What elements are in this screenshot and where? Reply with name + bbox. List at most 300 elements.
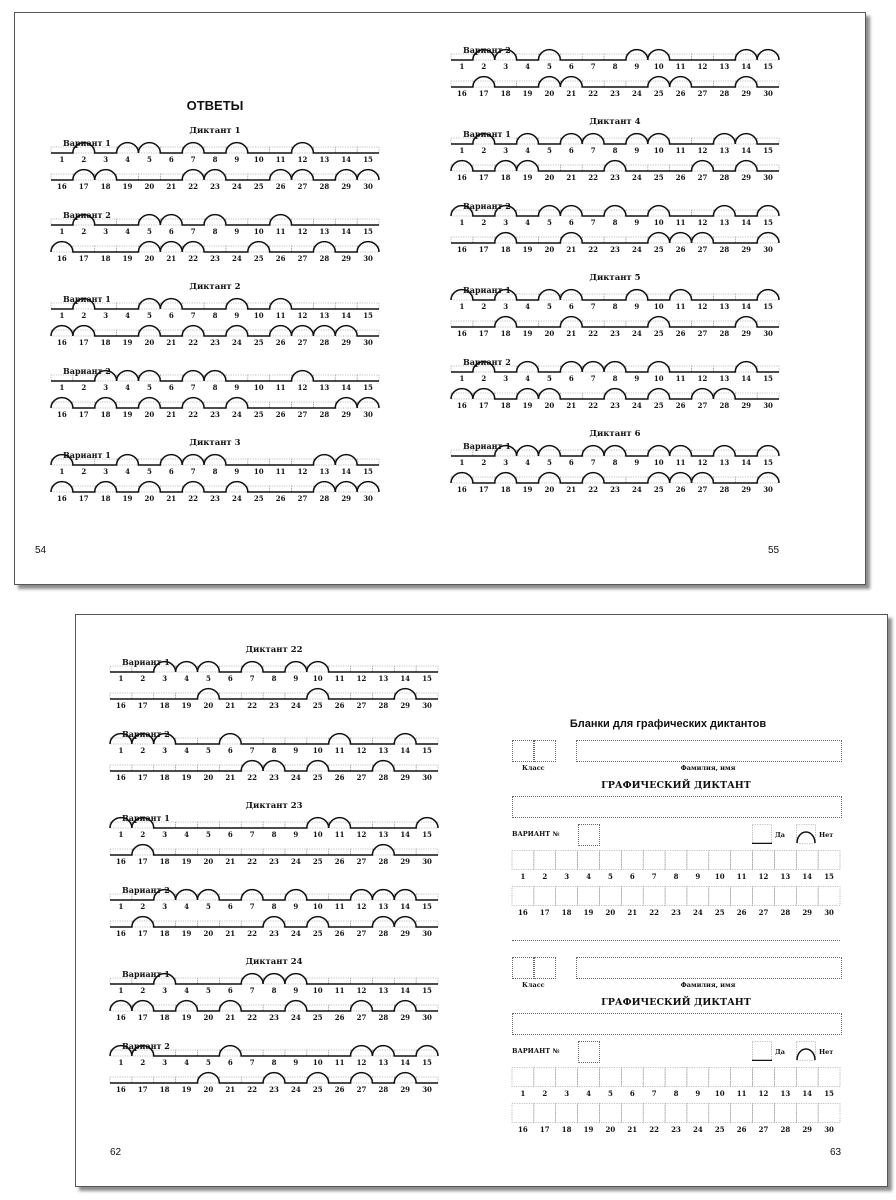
cell-number-text: 10 (714, 872, 725, 881)
cell-number-text: 1 (59, 155, 65, 164)
cell-number-text: 4 (184, 746, 189, 755)
cell-number-text: 1 (118, 902, 124, 911)
cell-number-text: 29 (400, 701, 411, 710)
blank-cell[interactable] (665, 851, 687, 870)
cell-number-text: 18 (159, 701, 170, 710)
cell-number-text: 29 (400, 1085, 411, 1094)
cell-number-text: 19 (522, 329, 533, 338)
grid-cell (132, 765, 154, 771)
cell-number-text: 9 (634, 302, 640, 311)
grid-cell (351, 666, 373, 672)
grid-cell (416, 738, 438, 744)
cell-number-text: 20 (203, 773, 214, 782)
cell-number-text: 26 (675, 329, 686, 338)
grid-cell (95, 330, 117, 336)
class-letter-box[interactable] (534, 957, 556, 979)
grid-cell (757, 477, 779, 483)
blank-cell[interactable] (556, 887, 578, 906)
cell-number-text: 22 (588, 401, 598, 410)
blank-grid-cells[interactable] (512, 850, 840, 870)
answer-line (51, 299, 379, 309)
cell-number-text: 3 (162, 830, 168, 839)
class-number-box[interactable] (512, 957, 534, 979)
grid-cell (626, 237, 648, 243)
cell-number-text: 15 (422, 902, 432, 911)
blank-cell[interactable] (665, 1068, 687, 1087)
blank-cell[interactable] (731, 851, 753, 870)
blank-cell[interactable] (512, 1068, 534, 1087)
answer-line (451, 362, 779, 372)
blank-cell[interactable] (512, 1104, 534, 1123)
grid-cell (307, 978, 329, 984)
grid-cell (626, 294, 648, 300)
grid-cell (138, 486, 160, 492)
no-label: Нет (819, 1048, 834, 1056)
grid-cell (117, 174, 139, 180)
grid-cell (307, 765, 329, 771)
answer-title-field[interactable] (512, 796, 842, 818)
cell-number-text: 3 (162, 986, 168, 995)
grid-cell (582, 210, 604, 216)
cell-number-text: 22 (588, 329, 598, 338)
cell-number-text: 19 (181, 773, 192, 782)
cell-number-text: 6 (227, 1058, 233, 1067)
grid-cell (117, 246, 139, 252)
answer-line (110, 845, 438, 855)
blank-cell[interactable] (665, 887, 687, 906)
cell-number-text: 5 (546, 218, 552, 227)
cell-number-text: 19 (122, 182, 133, 191)
grid-cell (95, 459, 117, 465)
answers-spread-pages-54-55 (14, 12, 866, 585)
blank-cell[interactable] (578, 1068, 600, 1087)
grid-cell (451, 450, 473, 456)
cell-number-text: 26 (675, 401, 686, 410)
grid-cell (538, 366, 560, 372)
blank-cell[interactable] (512, 887, 534, 906)
blank-cell[interactable] (556, 851, 578, 870)
cell-number-text: 22 (247, 773, 257, 782)
blank-cell[interactable] (643, 1104, 665, 1123)
grid-cell (394, 765, 416, 771)
blank-grid-cells[interactable] (512, 1103, 840, 1123)
grid-cell (73, 219, 95, 225)
cell-number-text: 15 (363, 227, 373, 236)
grid-cell (154, 849, 176, 855)
cell-number-text: 18 (500, 485, 511, 494)
blank-cell[interactable] (796, 887, 818, 906)
grid-cell (495, 393, 517, 399)
cell-number-text: 26 (275, 494, 286, 503)
cell-number-text: 27 (697, 329, 708, 338)
blank-cell[interactable] (731, 887, 753, 906)
grid-cell (670, 210, 692, 216)
cell-number-text: 30 (363, 338, 373, 347)
cell-number-text: 7 (590, 62, 596, 71)
cell-number-text: 30 (422, 929, 432, 938)
cell-number-text: 24 (692, 908, 703, 917)
cell-number-text: 23 (210, 494, 220, 503)
grid-cell (416, 1050, 438, 1056)
grid-cell (307, 921, 329, 927)
grid-cell (110, 921, 132, 927)
variant-label: Вариант 2 (63, 366, 111, 376)
blank-cell[interactable] (709, 887, 731, 906)
grid-cell (182, 402, 204, 408)
grid-cell (451, 81, 473, 87)
blank-cell[interactable] (556, 1104, 578, 1123)
grid-cell (204, 375, 226, 381)
cell-number-text: 26 (334, 701, 345, 710)
grid-cell (313, 330, 335, 336)
grid-cell (335, 330, 357, 336)
grid-cell (241, 693, 263, 699)
grid-cell (372, 693, 394, 699)
blank-cell[interactable] (687, 851, 709, 870)
blank-cell[interactable] (753, 851, 775, 870)
cell-number-text: 29 (400, 773, 411, 782)
variant-number-box[interactable] (578, 824, 600, 846)
variant-label: Вариант 1 (463, 129, 511, 139)
blank-cell[interactable] (512, 851, 534, 870)
grid-cell (604, 450, 626, 456)
grid-cell (692, 450, 714, 456)
grid-cell (197, 1077, 219, 1083)
grid-cell (517, 210, 539, 216)
cell-number-text: 1 (118, 1058, 124, 1067)
grid-cell (416, 666, 438, 672)
cell-number-text: 30 (422, 1085, 432, 1094)
cell-number-text: 11 (275, 311, 286, 320)
blank-cell[interactable] (599, 851, 621, 870)
grid-cell (735, 393, 757, 399)
blank-cell[interactable] (709, 1068, 731, 1087)
grid-cell (219, 738, 241, 744)
cell-number-text: 4 (125, 383, 130, 392)
blank-cell[interactable] (774, 887, 796, 906)
name-field[interactable] (576, 957, 842, 979)
class-letter-box[interactable] (534, 740, 556, 762)
grid-cell (204, 246, 226, 252)
cell-number-text: 3 (162, 746, 168, 755)
grid-cell (713, 366, 735, 372)
cell-number-text: 18 (159, 1085, 170, 1094)
grid-cell (692, 477, 714, 483)
blank-cell[interactable] (643, 887, 665, 906)
grid-cell (670, 477, 692, 483)
dictation-heading: Диктант 23 (245, 801, 303, 811)
grid-cell (307, 1077, 329, 1083)
blank-cell[interactable] (731, 1068, 753, 1087)
grid-cell (176, 921, 198, 927)
cell-number-text: 15 (422, 1058, 432, 1067)
answer-line (110, 974, 438, 984)
cell-number-text: 13 (719, 62, 730, 71)
grid-cell (226, 303, 248, 309)
blank-cell[interactable] (709, 1104, 731, 1123)
grid-cell (416, 693, 438, 699)
grid-cell (154, 1077, 176, 1083)
grid-cell (176, 738, 198, 744)
cell-number-text: 26 (675, 89, 686, 98)
cell-number-text: 2 (140, 674, 146, 683)
cell-number-text: 24 (631, 485, 642, 494)
blank-cell[interactable] (796, 851, 818, 870)
cell-number-text: 14 (741, 458, 752, 467)
grid-cell (110, 894, 132, 900)
grid-cell (372, 1050, 394, 1056)
grid-cell (263, 738, 285, 744)
blank-cell[interactable] (599, 1068, 621, 1087)
cell-number-text: 2 (481, 218, 487, 227)
cell-number-text: 25 (312, 773, 323, 782)
cell-number-text: 30 (763, 329, 773, 338)
cell-number-text: 2 (481, 146, 487, 155)
cell-number-text: 23 (269, 1013, 279, 1022)
grid-cell (204, 459, 226, 465)
cell-number-text: 26 (334, 1085, 345, 1094)
cell-number-text: 10 (653, 302, 664, 311)
grid-cell (394, 978, 416, 984)
answer-line (51, 482, 379, 492)
cell-number-text: 28 (378, 701, 389, 710)
cell-number-text: 19 (181, 1013, 192, 1022)
cell-number-text: 5 (546, 302, 552, 311)
cell-number-text: 13 (719, 146, 730, 155)
grid-cell (735, 81, 757, 87)
cell-number-text: 19 (522, 245, 533, 254)
name-field[interactable] (576, 740, 842, 762)
cell-number-text: 12 (356, 674, 367, 683)
grid-cell (248, 459, 270, 465)
grid-cell (307, 1005, 329, 1011)
blank-grid-cells[interactable] (512, 886, 840, 906)
blank-cell[interactable] (578, 887, 600, 906)
grid-cell (154, 921, 176, 927)
blank-cell[interactable] (578, 1104, 600, 1123)
cell-number-text: 5 (146, 383, 152, 392)
grid-cell (248, 147, 270, 153)
blank-cell[interactable] (753, 1104, 775, 1123)
grid-cell (451, 393, 473, 399)
cell-number-text: 6 (568, 62, 574, 71)
cell-number-text: 21 (566, 485, 577, 494)
cell-number-text: 4 (184, 902, 189, 911)
blank-grid-cells[interactable] (512, 1067, 840, 1087)
grid-cell (241, 1050, 263, 1056)
grid-cell (713, 165, 735, 171)
cell-number-text: 13 (378, 1058, 389, 1067)
cell-number-text: 24 (290, 1085, 301, 1094)
blank-cell[interactable] (687, 887, 709, 906)
grid-cell (372, 765, 394, 771)
cell-number-text: 22 (588, 245, 598, 254)
grid-cell (335, 219, 357, 225)
cell-number-text: 13 (780, 872, 791, 881)
cell-number-text: 28 (780, 908, 791, 917)
blank-cell[interactable] (665, 1104, 687, 1123)
blank-cell[interactable] (534, 887, 556, 906)
cell-number-text: 21 (166, 254, 177, 263)
answer-line (110, 890, 438, 900)
blank-cell[interactable] (687, 1104, 709, 1123)
blank-cell[interactable] (556, 1068, 578, 1087)
grid-cell (204, 486, 226, 492)
blank-cell[interactable] (753, 1068, 775, 1087)
grid-cell (670, 450, 692, 456)
grid-cell (735, 165, 757, 171)
grid-cell (160, 246, 182, 252)
cell-number-text: 16 (518, 908, 528, 917)
cell-number-text: 18 (159, 929, 170, 938)
grid-cell (560, 81, 582, 87)
cell-number-text: 3 (162, 674, 168, 683)
cell-number-text: 5 (546, 62, 552, 71)
cell-number-text: 19 (181, 701, 192, 710)
blank-cell[interactable] (818, 1104, 840, 1123)
grid-cell (626, 393, 648, 399)
cell-number-text: 24 (631, 401, 642, 410)
blank-cell[interactable] (774, 1068, 796, 1087)
blank-cell[interactable] (534, 851, 556, 870)
cell-number-text: 28 (378, 857, 389, 866)
answer-line (110, 917, 438, 927)
grid-cell (335, 486, 357, 492)
cell-number-text: 10 (312, 830, 323, 839)
grid-cell (473, 366, 495, 372)
blank-cell[interactable] (774, 851, 796, 870)
grid-cell (226, 459, 248, 465)
grid-cell (176, 978, 198, 984)
answer-title-field[interactable] (512, 1013, 842, 1035)
cell-number-text: 22 (188, 410, 198, 419)
cell-number-text: 15 (763, 218, 773, 227)
grid-cell (176, 894, 198, 900)
cell-number-text: 15 (763, 302, 773, 311)
grid-cell (670, 54, 692, 60)
blank-cell[interactable] (643, 1068, 665, 1087)
cell-number-text: 3 (103, 467, 109, 476)
blank-cell[interactable] (753, 887, 775, 906)
blank-cell[interactable] (534, 1068, 556, 1087)
cell-number-text: 17 (478, 89, 489, 98)
grid-cell (241, 1005, 263, 1011)
blank-cell[interactable] (578, 851, 600, 870)
grid-cell (351, 1050, 373, 1056)
cell-number-text: 28 (319, 494, 330, 503)
blank-cell[interactable] (687, 1068, 709, 1087)
cell-number-text: 29 (802, 908, 813, 917)
cell-number-text: 18 (159, 1013, 170, 1022)
grid-cell (473, 450, 495, 456)
cell-number-text: 16 (457, 89, 467, 98)
cell-number-text: 8 (271, 746, 277, 755)
cell-number-text: 12 (697, 218, 708, 227)
grid-cell (757, 294, 779, 300)
cell-number-text: 8 (271, 986, 277, 995)
blank-cell[interactable] (774, 1104, 796, 1123)
grid-cell (219, 849, 241, 855)
blank-cell[interactable] (796, 1104, 818, 1123)
grid-cell (204, 303, 226, 309)
page-number-left: 62 (110, 1147, 122, 1158)
cell-number-text: 24 (631, 173, 642, 182)
grid-cell (648, 366, 670, 372)
cell-number-text: 19 (181, 929, 192, 938)
grid-cell (604, 294, 626, 300)
cell-number-text: 26 (736, 908, 747, 917)
grid-cell (560, 138, 582, 144)
blank-cell[interactable] (621, 1068, 643, 1087)
cell-number-text: 9 (293, 902, 299, 911)
cell-number-text: 29 (341, 182, 352, 191)
cell-number-text: 8 (212, 467, 218, 476)
class-number-box[interactable] (512, 740, 534, 762)
cell-number-text: 13 (319, 155, 330, 164)
cell-number-text: 14 (741, 146, 752, 155)
cell-number-text: 4 (125, 227, 130, 236)
grid-cell (357, 219, 379, 225)
blank-cell[interactable] (599, 1104, 621, 1123)
blank-cell[interactable] (621, 1104, 643, 1123)
cell-number-text: 9 (634, 62, 640, 71)
cell-number-text: 4 (184, 674, 189, 683)
cell-number-text: 10 (653, 374, 664, 383)
answer-line (451, 290, 779, 300)
blank-cell[interactable] (818, 887, 840, 906)
variant-number-box[interactable] (578, 1041, 600, 1063)
grid-cell (372, 1005, 394, 1011)
cell-number-text: 16 (116, 929, 126, 938)
grid-cell (160, 402, 182, 408)
grid-cell (154, 765, 176, 771)
grid-cell (95, 174, 117, 180)
grid-cell (473, 165, 495, 171)
grid-cell (313, 174, 335, 180)
blank-cell[interactable] (599, 887, 621, 906)
blank-cell[interactable] (621, 887, 643, 906)
grid-cell (329, 1050, 351, 1056)
cell-number-text: 6 (227, 746, 233, 755)
grid-cell (73, 147, 95, 153)
cell-number-text: 25 (253, 494, 264, 503)
grid-cell (604, 237, 626, 243)
cell-number-text: 11 (736, 872, 747, 881)
blank-cell[interactable] (731, 1104, 753, 1123)
grid-cell (51, 459, 73, 465)
cell-number-text: 14 (741, 374, 752, 383)
blank-cell[interactable] (818, 851, 840, 870)
grid-cell (248, 174, 270, 180)
cell-number-text: 18 (500, 173, 511, 182)
blank-cell[interactable] (621, 851, 643, 870)
cell-number-text: 23 (671, 908, 681, 917)
blank-cell[interactable] (709, 851, 731, 870)
cell-number-text: 5 (205, 1058, 211, 1067)
cell-number-text: 6 (568, 302, 574, 311)
grid-cell (357, 147, 379, 153)
cell-number-text: 13 (719, 218, 730, 227)
blank-cell[interactable] (534, 1104, 556, 1123)
grid-cell (132, 1005, 154, 1011)
cell-number-text: 9 (234, 227, 240, 236)
grid-cell (51, 219, 73, 225)
blank-cell[interactable] (818, 1068, 840, 1087)
grid-cell (182, 375, 204, 381)
blank-cell[interactable] (643, 851, 665, 870)
grid-cell (182, 246, 204, 252)
blank-cell[interactable] (796, 1068, 818, 1087)
